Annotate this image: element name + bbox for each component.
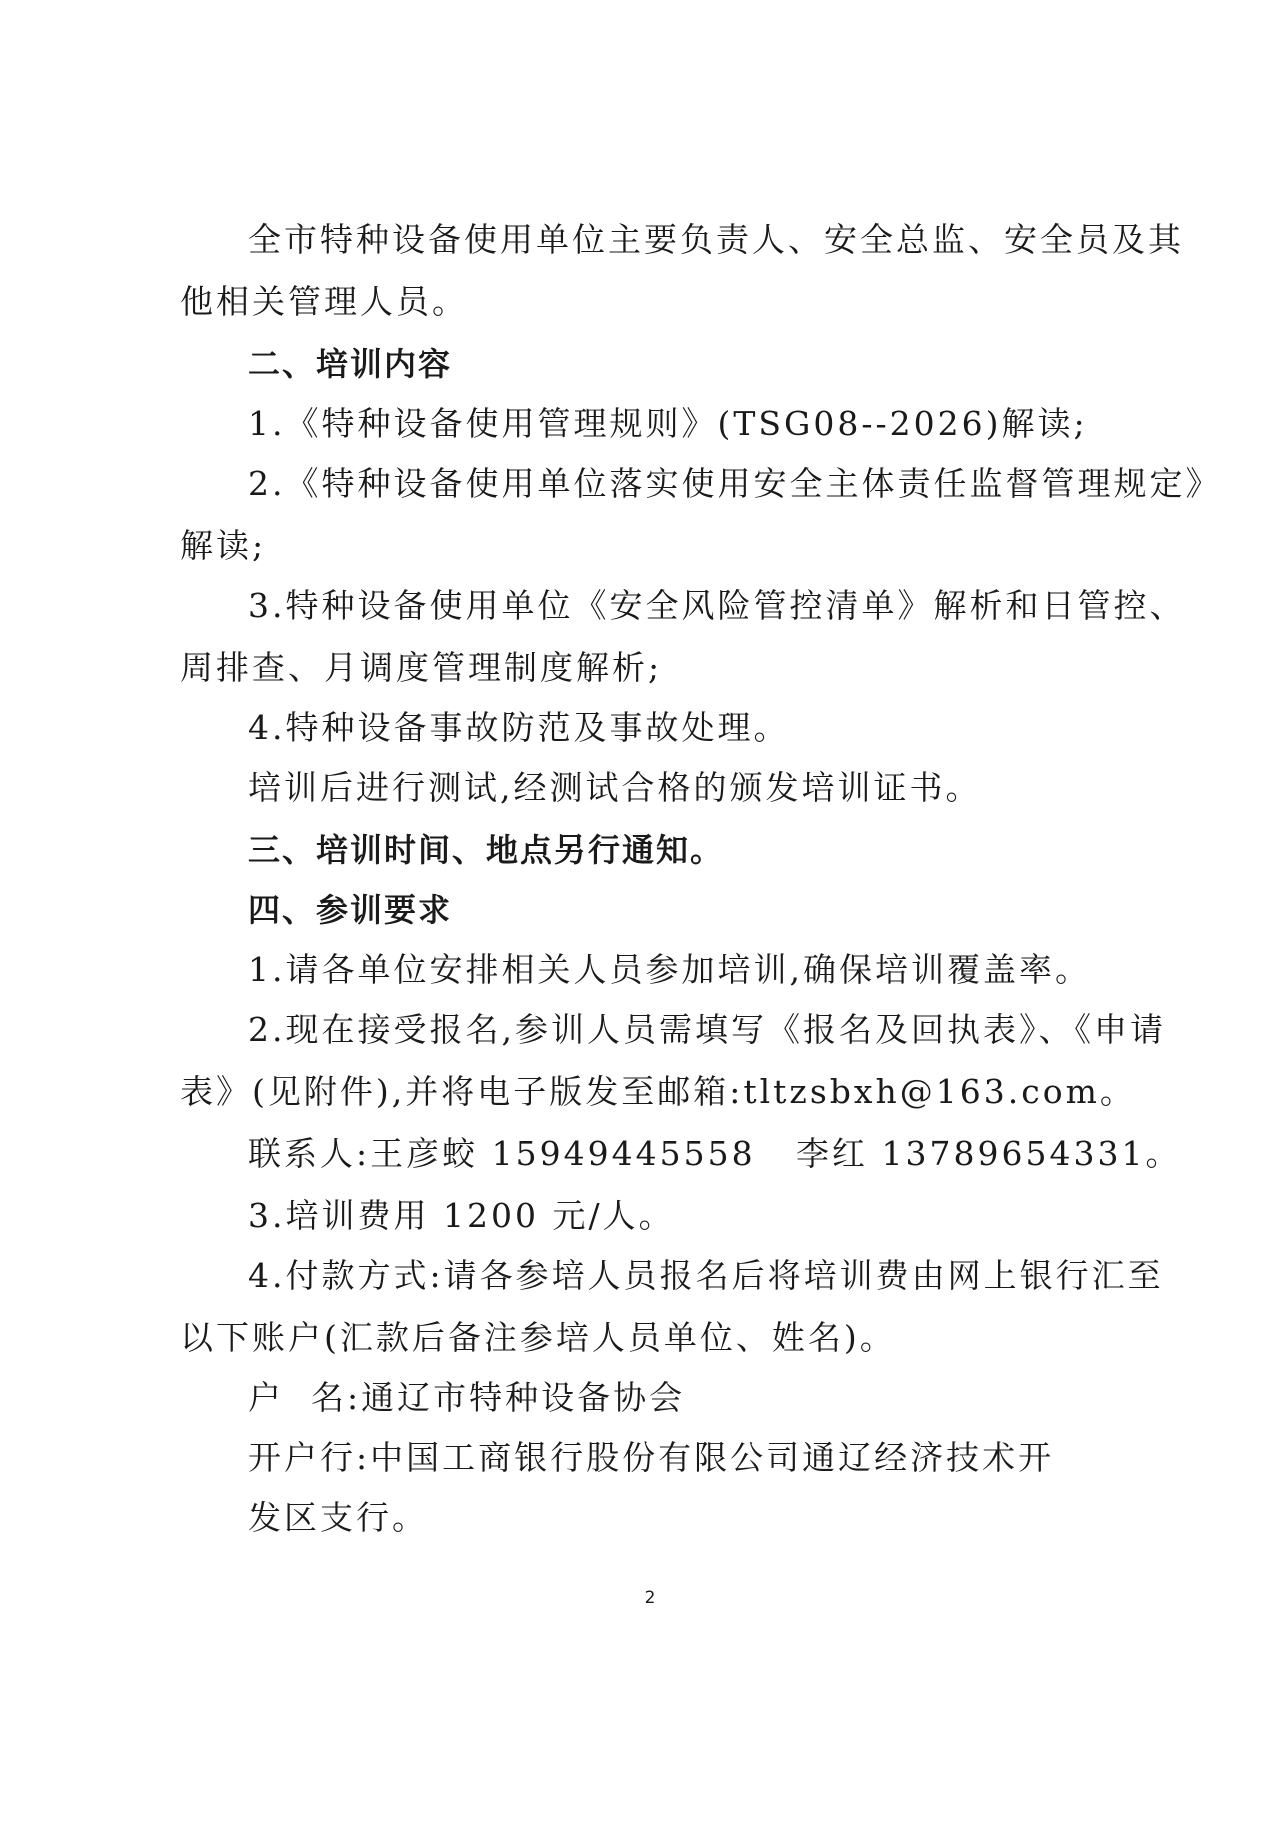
requirement-item-4-line-2: 以下账户(汇款后备注参培人员单位、姓名)。 bbox=[180, 1318, 896, 1357]
content-item-1: 1.《特种设备使用管理规则》(TSG08--2026)解读; bbox=[248, 404, 1088, 443]
requirement-item-2-line-1: 2.现在接受报名,参训人员需填写《报名及回执表》、《申请 bbox=[248, 1010, 1166, 1049]
content-item-2-line-2: 解读; bbox=[180, 526, 267, 565]
content-item-3-line-1: 3.特种设备使用单位《安全风险管控清单》解析和日管控、 bbox=[248, 586, 1186, 625]
requirement-item-2-line-2: 表》(见附件),并将电子版发至邮箱:tltzsbxh@163.com。 bbox=[180, 1072, 1136, 1111]
account-bank-line-2: 发区支行。 bbox=[248, 1498, 428, 1537]
requirement-item-3-fee: 3.培训费用 1200 元/人。 bbox=[248, 1196, 675, 1235]
account-name: 户 名:通辽市特种设备协会 bbox=[248, 1378, 686, 1417]
section-heading-time-location: 三、培训时间、地点另行通知。 bbox=[248, 831, 725, 869]
content-item-3-line-2: 周排查、月调度管理制度解析; bbox=[180, 648, 663, 687]
page-number: 2 bbox=[644, 1588, 656, 1608]
account-bank-line-1: 开户行:中国工商银行股份有限公司通辽经济技术开 bbox=[248, 1438, 1055, 1477]
test-certificate-note: 培训后进行测试,经测试合格的颁发培训证书。 bbox=[248, 768, 982, 807]
section-heading-requirements: 四、参训要求 bbox=[248, 891, 453, 929]
content-item-4: 4.特种设备事故防范及事故处理。 bbox=[248, 708, 790, 747]
paragraph-line-attendees-1: 全市特种设备使用单位主要负责人、安全总监、安全员及其 bbox=[248, 220, 1184, 259]
requirement-item-1: 1.请各单位安排相关人员参加培训,确保培训覆盖率。 bbox=[248, 950, 1091, 989]
content-item-2-line-1: 2.《特种设备使用单位落实使用安全主体责任监督管理规定》 bbox=[248, 464, 1222, 503]
requirement-item-4-line-1: 4.付款方式:请各参培人员报名后将培训费由网上银行汇至 bbox=[248, 1256, 1164, 1295]
contact-persons: 联系人:王彦蛟 15949445558 李红 13789654331。 bbox=[248, 1134, 1182, 1173]
paragraph-line-attendees-2: 他相关管理人员。 bbox=[180, 282, 468, 321]
section-heading-training-content: 二、培训内容 bbox=[248, 345, 453, 383]
